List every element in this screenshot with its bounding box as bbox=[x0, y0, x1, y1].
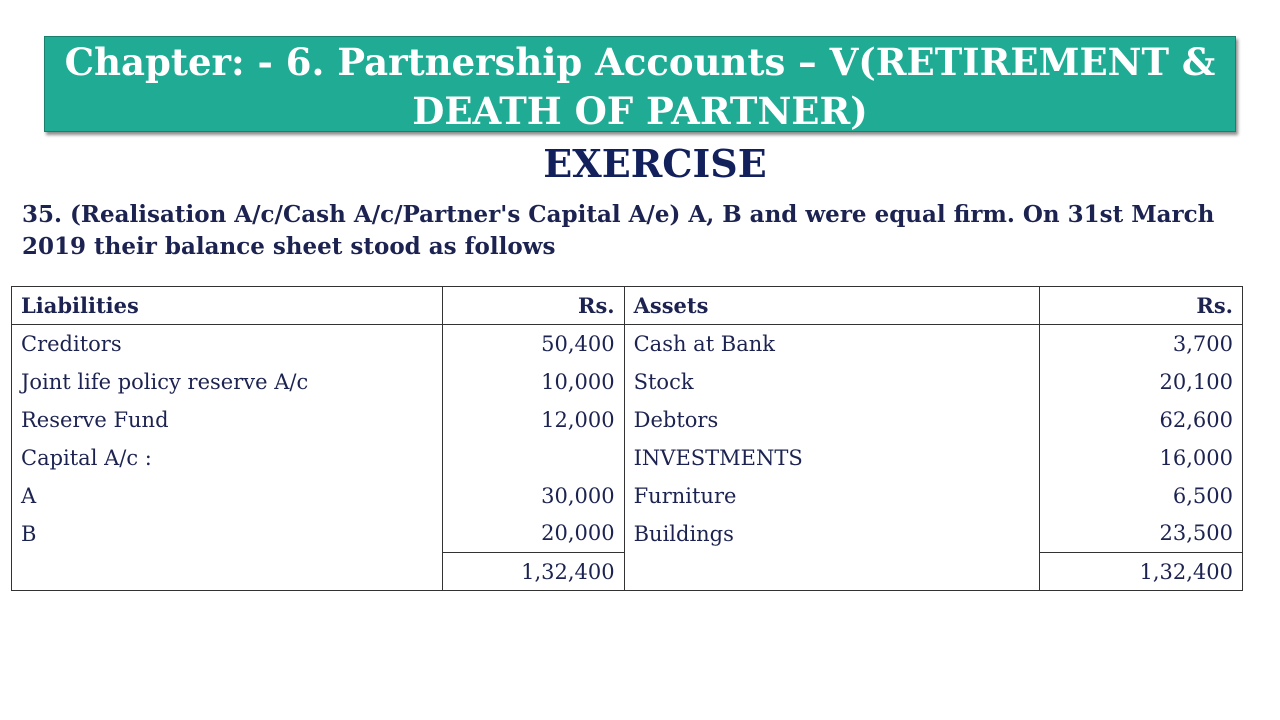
asset-name: Debtors bbox=[624, 401, 1040, 439]
question-line-2: 2019 their balance sheet stood as follows bbox=[22, 233, 556, 260]
liability-amount: 10,000 bbox=[442, 363, 624, 401]
liability-name: Joint life policy reserve A/c bbox=[12, 363, 443, 401]
balance-sheet-table bbox=[11, 286, 1243, 591]
table-row bbox=[12, 325, 1243, 363]
liability-amount: 30,000 bbox=[442, 477, 624, 515]
asset-amount: 3,700 bbox=[1040, 325, 1243, 363]
table-row bbox=[12, 477, 1243, 515]
table-row bbox=[12, 401, 1243, 439]
liability-amount: 12,000 bbox=[442, 401, 624, 439]
liability-name: Capital A/c : bbox=[12, 439, 443, 477]
question-text bbox=[22, 199, 1262, 263]
table-header-row bbox=[12, 287, 1243, 325]
chapter-title-line-1: Chapter: - 6. Partnership Accounts – V(RETIREMENT & bbox=[64, 40, 1216, 84]
chapter-title-banner bbox=[44, 36, 1236, 132]
liability-name: Creditors bbox=[12, 325, 443, 363]
assets-header: Assets bbox=[624, 287, 1040, 325]
table-row bbox=[12, 363, 1243, 401]
asset-amount: 62,600 bbox=[1040, 401, 1243, 439]
asset-name: Furniture bbox=[624, 477, 1040, 515]
table-row bbox=[12, 439, 1243, 477]
liability-name: Reserve Fund bbox=[12, 401, 443, 439]
asset-name: INVESTMENTS bbox=[624, 439, 1040, 477]
liability-name: B bbox=[12, 515, 443, 553]
asset-name: Buildings bbox=[624, 515, 1040, 553]
asset-amount: 23,500 bbox=[1040, 515, 1243, 553]
asset-total-label bbox=[624, 553, 1040, 591]
liabilities-header: Liabilities bbox=[12, 287, 443, 325]
asset-amount: 16,000 bbox=[1040, 439, 1243, 477]
assets-total: 1,32,400 bbox=[1040, 553, 1243, 591]
liability-amount bbox=[442, 439, 624, 477]
table-row bbox=[12, 515, 1243, 553]
totals-row bbox=[12, 553, 1243, 591]
liability-amount: 20,000 bbox=[442, 515, 624, 553]
liability-amount: 50,400 bbox=[442, 325, 624, 363]
liability-name: A bbox=[12, 477, 443, 515]
liabilities-total: 1,32,400 bbox=[442, 553, 624, 591]
asset-name: Cash at Bank bbox=[624, 325, 1040, 363]
asset-amount: 20,100 bbox=[1040, 363, 1243, 401]
assets-amount-header: Rs. bbox=[1040, 287, 1243, 325]
asset-name: Stock bbox=[624, 363, 1040, 401]
chapter-title-line-2: DEATH OF PARTNER) bbox=[412, 89, 868, 133]
liability-total-label bbox=[12, 553, 443, 591]
section-title: EXERCISE bbox=[543, 141, 767, 186]
question-line-1: 35. (Realisation A/c/Cash A/c/Partner's Capital A/e) A, B and were equal firm. On 31st March bbox=[22, 201, 1215, 228]
liabilities-amount-header: Rs. bbox=[442, 287, 624, 325]
asset-amount: 6,500 bbox=[1040, 477, 1243, 515]
